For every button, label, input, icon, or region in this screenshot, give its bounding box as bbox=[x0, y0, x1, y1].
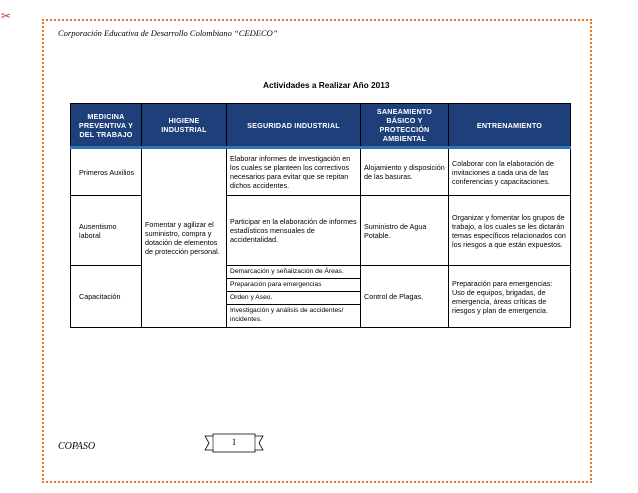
activities-table bbox=[70, 103, 571, 328]
column-header-higiene: HIGIENE INDUSTRIAL bbox=[142, 104, 227, 148]
table-cell-medicina: Capacitación bbox=[71, 266, 142, 328]
column-header-seguridad: SEGURIDAD INDUSTRIAL bbox=[227, 104, 361, 148]
table-cell-higiene: Fomentar y agilizar el suministro, compra y dotación de elementos de protección personal. bbox=[142, 148, 227, 328]
seguridad-item: Demarcación y señalización de Áreas. bbox=[227, 266, 360, 279]
footer-label: COPASO bbox=[58, 441, 96, 452]
table-cell-saneamiento: Suministro de Agua Potable. bbox=[361, 196, 449, 266]
page-number: 1 bbox=[231, 437, 237, 447]
table-header-row bbox=[71, 104, 571, 148]
seguridad-item: Preparación para emergencias bbox=[227, 279, 360, 292]
document-title: Actividades a Realizar Año 2013 bbox=[263, 80, 390, 90]
table-cell-medicina: Ausentismo laboral bbox=[71, 196, 142, 266]
column-header-saneamiento: SANEAMIENTO BÁSICO Y PROTECCIÓN AMBIENTAL bbox=[361, 104, 449, 148]
header-text: Corporación Educativa de Desarrollo Colombiano “CEDECO” bbox=[58, 28, 278, 38]
table-cell-saneamiento: Control de Plagas. bbox=[361, 266, 449, 328]
table-cell-seguridad: Elaborar informes de investigación en los cuales se planteen los correctivos necesarios para evitar que se repitan dichos accidentes. bbox=[227, 148, 361, 196]
column-header-medicina: MEDICINA PREVENTIVA Y DEL TRABAJO bbox=[71, 104, 142, 148]
page-number-badge bbox=[203, 432, 265, 454]
seguridad-item: Orden y Aseo. bbox=[227, 292, 360, 305]
seguridad-item: Investigación y análisis de accidentes/ incidentes. bbox=[230, 307, 344, 323]
table-cell-saneamiento: Alojamiento y disposición de las basuras. bbox=[361, 148, 449, 196]
table-cell-entrenamiento: Colaborar con la elaboración de invitaciones a cada una de las conferencias y capacitaciones. bbox=[449, 148, 571, 196]
table-cell-medicina: Primeros Auxilios bbox=[71, 148, 142, 196]
table-cell-seguridad: Participar en la elaboración de informes estadísticos mensuales de accidentalidad. bbox=[227, 196, 361, 266]
table-cell-entrenamiento: Organizar y fomentar los grupos de trabajo, a los cuales se les dictarán temas específicos relacionados con los riesgos a que están expuestos. bbox=[449, 196, 571, 266]
table-cell-entrenamiento: Preparación para emergencias: Uso de equipos, brigadas, de emergencia, áreas críticas de riesgos y plan de emergencia. bbox=[449, 266, 571, 328]
column-header-entrenamiento: ENTRENAMIENTO bbox=[449, 104, 571, 148]
table-cell-seguridad-stacked bbox=[227, 266, 361, 328]
scissors-icon: ✂ bbox=[1, 9, 12, 23]
table-row bbox=[71, 148, 571, 196]
